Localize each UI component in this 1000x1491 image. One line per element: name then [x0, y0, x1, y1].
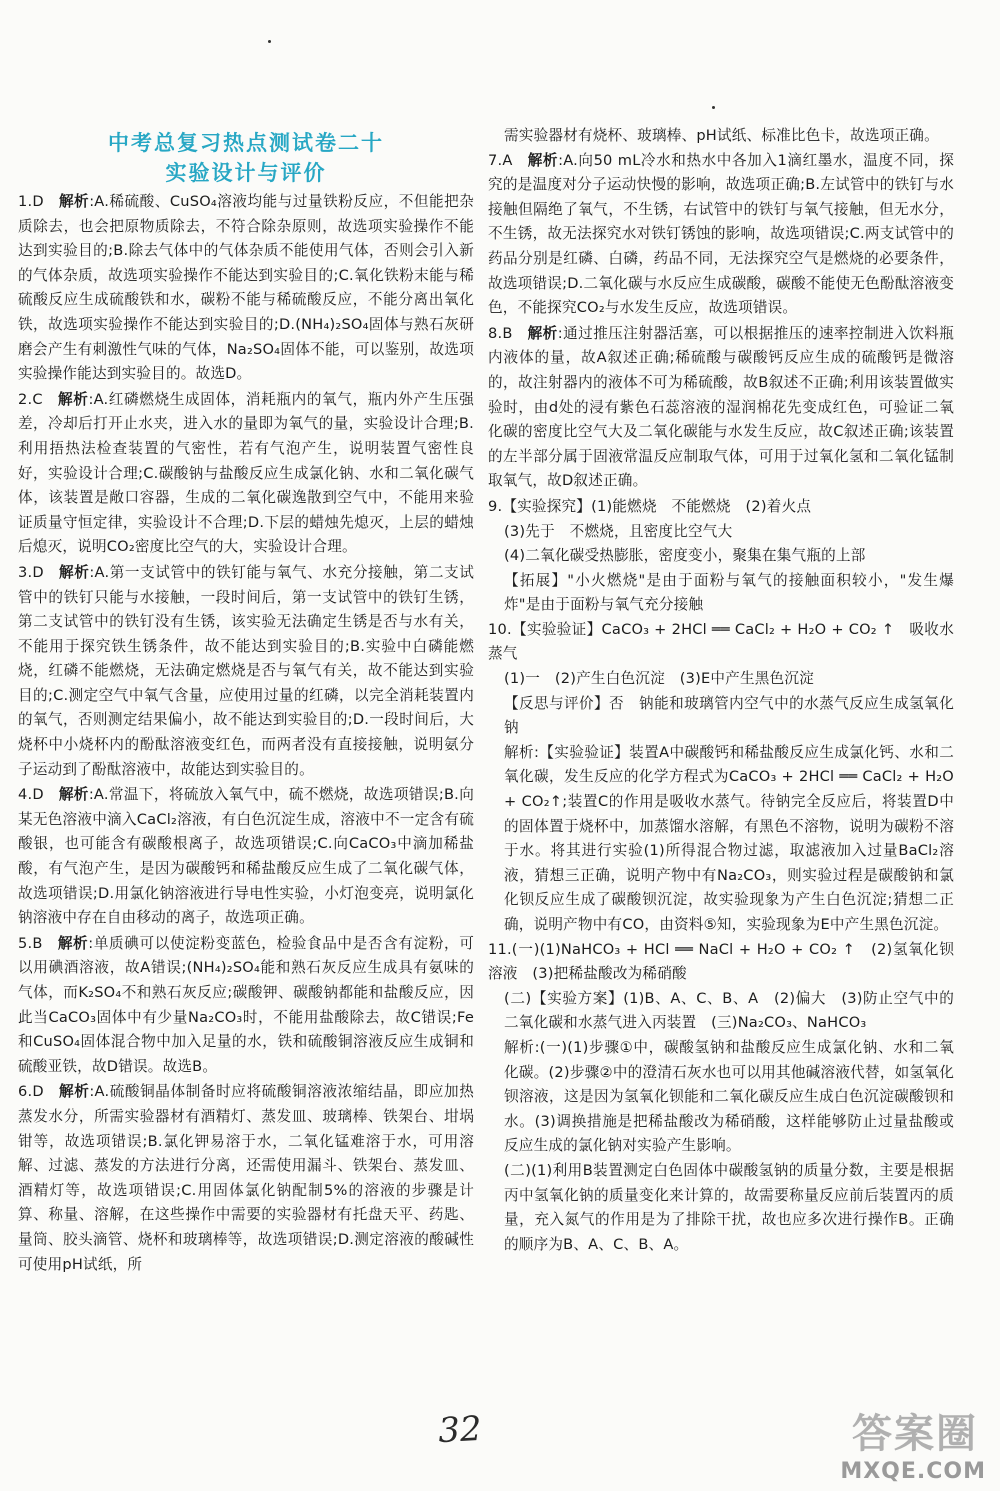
answer-text: :A.红磷燃烧生成固体，消耗瓶内的氧气，瓶内外产生压强差，冷却后打开止水夹，进入水的量即为氧气的量，实验设计合理;B.利用捂热法检查装置的气密性，若有气泡产生，说明装置气密性良好，实验设计合理;C.碳酸钠与盐酸反应生成氯化钠、水和二氧化碳气体，该装置是敞口容器，生成的二氧化碳逸散到空气中，不能用来验证质量守恒定律，实验设计不合理;D.下层的蜡烛先熄灭，上层的蜡烛后熄灭，说明CO₂密度比空气的大，实验设计合理。	[18, 390, 475, 556]
watermark-logo	[790, 1400, 990, 1488]
answer-3	[18, 561, 474, 782]
answer-line: (1)一 (2)产生白色沉淀 (3)E中产生黑色沉淀	[504, 670, 814, 688]
answer-analysis: 解析:(一)(1)步骤①中，碳酸氢钠和盐酸反应生成氯化钠、水和二氧化碳。(2)步骤②中的澄清石灰水也可以用其他碱溶液代替，如氢氧化钡溶液，这是因为氢氧化钡能和二氧化碳反应生成白色沉淀碳酸钡和水。(3)调换措施是把稀盐酸改为稀硝酸，这样能够防止过量盐酸或反应生成的氯化钠对实验产生影响。	[504, 1038, 954, 1155]
answer-text: :A.向50 mL冷水和热水中各加入1滴红墨水，温度不同，探究的是温度对分子运动快慢的影响，故选项正确;B.左试管中的铁钉与水接触但隔绝了氧气，不生锈，右试管中的铁钉与氧气接触，但无水分，不生锈，故无法探究水对铁钉锈蚀的影响，故选项错误;C.两支试管中的药品分别是红磷、白磷，药品不同，无法探究空气是燃烧的必要条件，故选项错误;D.二氧化碳与水反应生成碳酸，碳酸不能使无色酚酞溶液变色，不能探究CO₂与水发生反应，故选项错误。	[488, 151, 955, 317]
watermark-url: MXQE.COM	[840, 1459, 986, 1484]
answer-text: :通过推压注射器活塞，可以根据推压的速率控制进入饮料瓶内液体的量，故A叙述正确;稀硫酸与碳酸钙反应生成的硫酸钙是微溶的，故注射器内的液体不可为稀硫酸，故B叙述不正确;利用该装置做实验时，由d处的浸有紫色石蕊溶液的湿润棉花先变成红色，可验证二氧化碳的密度比空气大及二氧化碳能与水发生反应，故C叙述正确;该装置的左半部分属于固液常温反应制取气体，可用于过氧化氢和二氧化锰制取氧气，故D叙述正确。	[488, 324, 954, 490]
answer-line: (二)【实验方案】(1)B、A、C、B、A (2)偏大 (3)防止空气中的二氧化碳和水蒸气进入丙装置 (三)Na₂CO₃、NaHCO₃	[504, 989, 954, 1032]
answer-analysis: (二)(1)利用B装置测定白色固体中碳酸氢钠的质量分数，主要是根据丙中氢氧化钠的质量变化来计算的，故需要称量反应前后装置丙的质量，充入氮气的作用是为了排除干扰，故也应多次进行操作B。正确的顺序为B、A、C、B、A。	[504, 1161, 954, 1253]
answer-line: 10.【实验验证】CaCO₃ + 2HCl ══ CaCl₂ + H₂O + CO₂ ↑ 吸收水蒸气	[488, 620, 954, 663]
watermark-brand: 答案圈	[852, 1411, 978, 1457]
answer-1	[18, 190, 474, 387]
page-number: 32	[437, 1408, 483, 1452]
speck	[712, 106, 715, 109]
answer-4	[18, 783, 474, 931]
answer-number: 2.C	[18, 390, 43, 408]
analysis-label: 解析	[58, 390, 89, 408]
answer-7	[488, 149, 954, 321]
answer-8	[488, 322, 954, 494]
section-title	[18, 128, 474, 188]
answer-line: 【拓展】"小火燃烧"是由于面粉与氧气的接触面积较小，"发生爆炸"是由于面粉与氧气充分接触	[504, 571, 954, 614]
answer-text: :A.硫酸铜晶体制备时应将硫酸铜溶液浓缩结晶，即应加热蒸发水分，所需实验器材有酒精灯、蒸发皿、玻璃棒、铁架台、坩埚钳等，故选项错误;B.氯化钾易溶于水，二氧化锰难溶于水，可用溶解、过滤、蒸发的方法进行分离，还需使用漏斗、铁架台、蒸发皿、酒精灯等，故选项错误;C.用固体氯化钠配制5%的溶液的步骤是计算、称量、溶解，在这些操作中需要的实验器材有托盘天平、药匙、量筒、胶头滴管、烧杯和玻璃棒等，故选项错误;D.测定溶液的酸碱性可使用pH试纸，所	[18, 1083, 475, 1273]
answer-number: 8.B	[488, 324, 513, 342]
answer-number: 6.D	[18, 1083, 44, 1101]
answer-analysis: 解析:【实验验证】装置A中碳酸钙和稀盐酸反应生成氯化钙、水和二氧化碳，发生反应的化学方程式为CaCO₃ + 2HCl ══ CaCl₂ + H₂O + CO₂↑;装置C的作用是吸收水蒸气。待钠完全反应后，将装置D中的固体置于烧杯中，加蒸馏水溶解，有黑色不溶物，说明为碳粉不溶于水。将其进行实验(1)所得混合物过滤，取滤液加入过量BaCl₂溶液，猜想三正确，说明产物中有Na₂CO₃，则实验过程是碳酸钠和氯化钡反应生成了碳酸钡沉淀，故实验现象为产生白色沉淀;猜想二正确，说明产物中有CO，由资料⑤知，实验现象为E中产生黑色沉淀。	[504, 743, 954, 933]
answer-11	[488, 938, 954, 1258]
answer-10	[488, 618, 954, 938]
answer-6	[18, 1080, 474, 1277]
answer-line: 9.【实验探究】(1)能燃烧 不能燃烧 (2)着火点	[488, 497, 812, 515]
analysis-label: 解析	[58, 193, 90, 210]
answer-number: 3.D	[18, 563, 44, 581]
answer-5	[18, 932, 474, 1080]
right-column	[488, 124, 954, 1257]
answer-text: :单质碘可以使淀粉变蓝色，检验食品中是否含有淀粉，可以用碘酒溶液，故A错误;(NH₄)₂SO₄能和熟石灰反应生成具有氨味的气体，而K₂SO₄不和熟石灰反应;碳酸钾、碳酸钠都能和盐酸反应，因此当CaCO₃固体中有少量Na₂CO₃时，不能用盐酸除去，故C错误;Fe和CuSO₄固体混合物中加入足量的水，铁和硫酸铜溶液反应生成铜和硫酸亚铁，故D错误。故选B。	[18, 934, 475, 1075]
answer-number: 4.D	[18, 786, 44, 804]
answer-line: 【反思与评价】否 钠能和玻璃管内空气中的水蒸气反应生成氢氧化钠	[504, 694, 954, 737]
answer-2	[18, 388, 474, 560]
analysis-label: 解析	[527, 324, 558, 342]
analysis-label: 解析	[59, 1083, 90, 1101]
answer-number: 7.A	[488, 151, 513, 169]
answer-line: (3)先于 不燃烧，且密度比空气大	[504, 522, 733, 540]
answer-line: (4)二氧化碳受热膨胀，密度变小，聚集在集气瓶的上部	[504, 547, 866, 565]
title-line-1: 中考总复习热点测试卷二十	[108, 131, 384, 155]
answer-9	[488, 495, 954, 618]
analysis-label: 解析	[59, 563, 90, 581]
answer-text: :A.常温下，将硫放入氧气中，硫不燃烧，故选项错误;B.向某无色溶液中滴入CaCl₂溶液，有白色沉淀生成，溶液中不一定含有硫酸银，也可能含有碳酸根离子，故选项错误;C.向CaCO₃中滴加稀盐酸，有气泡产生，是因为碳酸钙和稀盐酸反应生成了二氧化碳气体，故选项错误;D.用氯化钠溶液进行导电性实验，小灯泡变亮，说明氯化钠溶液中存在自由移动的离子，故选项正确。	[18, 786, 474, 927]
title-line-2: 实验设计与评价	[165, 161, 327, 185]
answer-text: :A.稀硫酸、CuSO₄溶液均能与过量铁粉反应，不但能把杂质除去，也会把原物质除去，不符合除杂原则，故选项实验操作不能达到实验目的;B.除去气体中的气体杂质不能使用气体，否则会引入新的气体杂质，故选项实验操作不能达到实验目的;C.氧化铁粉末能与稀硫酸反应生成硫酸铁和水，碳粉不能与稀硫酸反应，不能分离出氧化铁，故选项实验操作不能达到实验目的;D.(NH₄)₂SO₄固体与熟石灰研磨会产生有刺激性气味的气体，Na₂SO₄固体不能，可以鉴别，故选项实验操作能达到实验目的。故选D。	[18, 193, 474, 383]
speck	[268, 40, 271, 43]
answer-number: 5.B	[18, 934, 43, 952]
analysis-label: 解析	[57, 934, 89, 952]
answer-6-continued: 需实验器材有烧杯、玻璃棒、pH试纸、标准比色卡，故选项正确。	[504, 127, 939, 144]
analysis-label: 解析	[527, 151, 559, 169]
answer-line: 11.(一)(1)NaHCO₃ + HCl ══ NaCl + H₂O + CO₂ ↑ (2)氢氧化钡溶液 (3)把稀盐酸改为稀硝酸	[488, 940, 954, 983]
analysis-label: 解析	[58, 786, 89, 804]
answer-number: 1.D	[18, 193, 44, 210]
answer-text: :A.第一支试管中的铁钉能与氧气、水充分接触，第二支试管中的铁钉只能与水接触，一段时间后，第一支试管中的铁钉生锈，第二支试管中的铁钉没有生锈，该实验无法确定生锈是否与水有关，不能用于探究铁生锈条件，故不能达到实验目的;B.实验中白磷能燃烧，红磷不能燃烧，无法确定燃烧是否与氧气有关，故不能达到实验目的;C.测定空气中氧气含量，应使用过量的红磷，以完全消耗装置内的氧气，否则测定结果偏小，故不能达到实验目的;D.一段时间后，大烧杯中小烧杯内的酚酞溶液变红色，而两者没有直接接触，说明氨分子运动到了酚酞溶液中，故能达到实验目的。	[18, 563, 475, 778]
left-column	[18, 128, 474, 1278]
